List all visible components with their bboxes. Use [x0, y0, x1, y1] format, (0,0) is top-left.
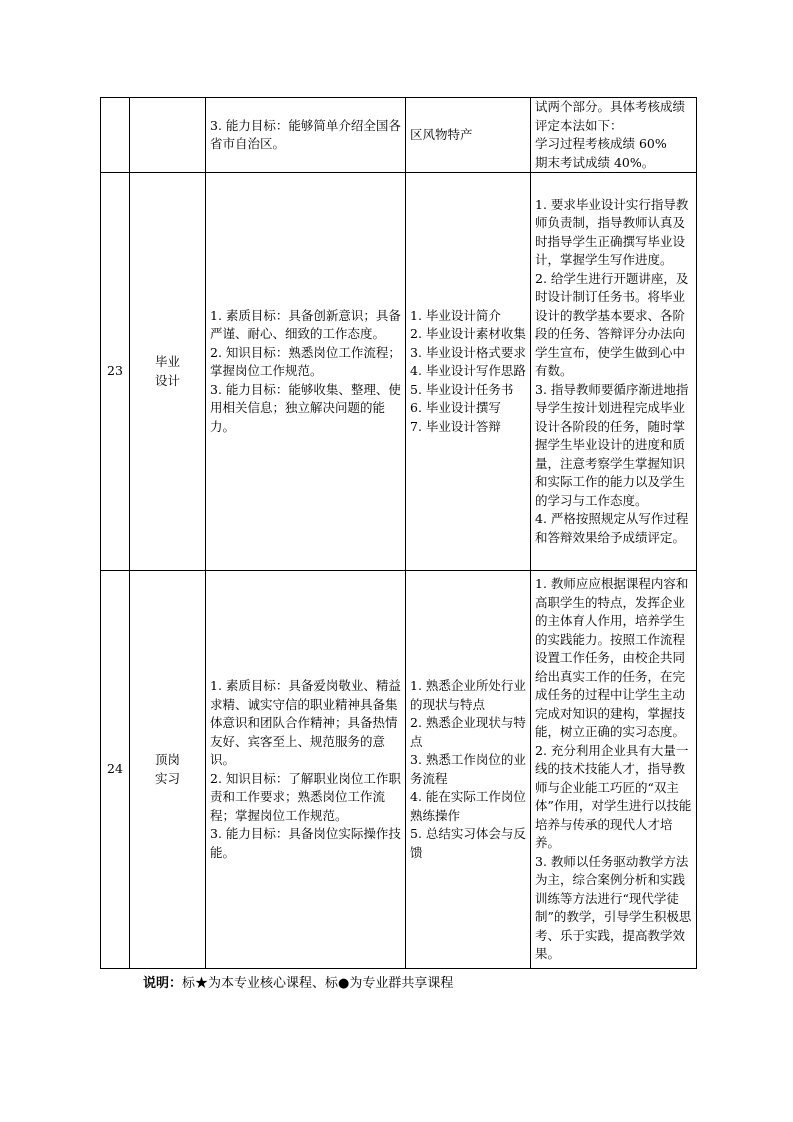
goal-item: 1. 素质目标：具备创新意识；具备严谨、耐心、细致的工作态度。: [210, 307, 401, 342]
table-row: [101, 571, 697, 969]
content-item: 2. 熟悉企业现状与特点: [410, 715, 526, 749]
course-name: [130, 98, 206, 173]
content-item: 5. 毕业设计任务书: [410, 381, 514, 397]
goals-cell: [206, 571, 406, 969]
note-label: 说明：: [143, 976, 183, 991]
goals-cell: [206, 98, 406, 173]
course-name-line: 设计: [154, 372, 180, 388]
goal-item: 3. 能力目标：具备岗位实际操作技能。: [210, 826, 401, 860]
table-note: [143, 972, 453, 991]
goal-item: 2. 知识目标：熟悉岗位工作流程；掌握岗位工作规范。: [210, 344, 401, 379]
content-item: 4. 能在实际工作岗位熟练操作: [410, 789, 526, 823]
content-item: 5. 总结实习体会与反馈: [410, 826, 526, 860]
course-name-line: 实习: [154, 770, 180, 786]
content-item: 6. 毕业设计撰写: [410, 400, 501, 416]
course-name-line: 顶岗: [154, 752, 180, 767]
course-table: [100, 97, 697, 969]
content-item: 1. 熟悉企业所处行业的现状与特点: [410, 678, 526, 712]
course-name-line: 毕业: [154, 354, 180, 369]
content-item: 4. 毕业设计写作思路: [410, 363, 526, 379]
requirement-item: 2. 给学生进行开题讲座，及时设计制订任务书。将毕业设计的教学基本要求、各阶段的任务、答辩评分办法向学生宣布，使学生做到心中有数。: [535, 270, 689, 379]
goal-item: 3. 能力目标：能够简单介绍全国各省市自治区。: [210, 117, 401, 151]
requirement-item: 4. 严格按照规定从写作过程和答辩效果给予成绩评定。: [535, 511, 689, 545]
table-row: [101, 173, 697, 571]
requirements-cell: [531, 571, 697, 969]
requirement-item: 2. 充分利用企业具有大量一线的技术技能人才，指导教师与企业能工巧匠的“双主体”作用，对学生进行以技能培养与传承的现代人才培养。: [535, 742, 692, 851]
content-cell: [406, 173, 531, 571]
content-item: 3. 熟悉工作岗位的业务流程: [410, 752, 526, 786]
requirements-cell: [531, 98, 697, 173]
note-text: 标★为本专业核心课程、标●为专业群共享课程: [182, 976, 454, 991]
goal-item: 3. 能力目标：能够收集、整理、使用相关信息；独立解决问题的能力。: [210, 381, 401, 434]
requirement-item: 学习过程考核成绩 60%: [535, 136, 667, 151]
requirement-item: 期末考试成绩 40%。: [535, 154, 655, 170]
goal-item: 1. 素质目标：具备爱岗敬业、精益求精、诚实守信的职业精神具备集体意识和团队合作精神；具备热情友好、宾客至上、规范服务的意识。: [210, 678, 401, 767]
content-item: 3. 毕业设计格式要求: [410, 344, 526, 360]
requirement-item: 1. 要求毕业设计实行指导教师负责制，指导教师认真及时指导学生正确撰写毕业设计，掌握学生写作进度。: [535, 196, 689, 268]
requirement-item: 1. 教师应应根据课程内容和高职学生的特点，发挥企业的主体育人作用，培养学生的实践能力。按照工作流程设置工作任务，由校企共同给出真实工作的任务，在完成任务的过程中让学生主动完成对知识的建构，掌握技能，树立正确的实习态度。: [535, 576, 689, 740]
course-name: [130, 173, 206, 571]
row-number: [101, 98, 130, 173]
content-cell: [406, 571, 531, 969]
table-row: [101, 98, 697, 173]
row-number: 24: [101, 571, 130, 969]
content-item: 2. 毕业设计素材收集: [410, 326, 526, 342]
requirements-cell: [531, 173, 697, 571]
requirement-item: 试两个部分。具体考核成绩评定本法如下：: [535, 99, 686, 133]
content-item: 1. 毕业设计简介: [410, 307, 501, 323]
content-cell: [406, 98, 531, 173]
goals-cell: [206, 173, 406, 571]
requirement-item: 3. 指导教师要循序渐进地指导学生按计划进程完成毕业设计各阶段的任务，随时掌握学生毕业设计的进度和质量，注意考察学生掌握知识和实际工作的能力以及学生的学习与工作态度。: [535, 381, 689, 508]
requirement-item: 3. 教师以任务驱动教学方法为主，综合案例分析和实践训练等方法进行“现代学徒制”的教学，引导学生积极思考、乐于实践，提高教学效果。: [535, 853, 692, 962]
row-number: 23: [101, 173, 130, 571]
course-name: [130, 571, 206, 969]
goal-item: 2. 知识目标：了解职业岗位工作职责和工作要求；熟悉岗位工作流程；掌握岗位工作规范。: [210, 770, 401, 823]
content-item: 7. 毕业设计答辩: [410, 418, 501, 434]
content-item: 区风物特产: [410, 126, 473, 142]
